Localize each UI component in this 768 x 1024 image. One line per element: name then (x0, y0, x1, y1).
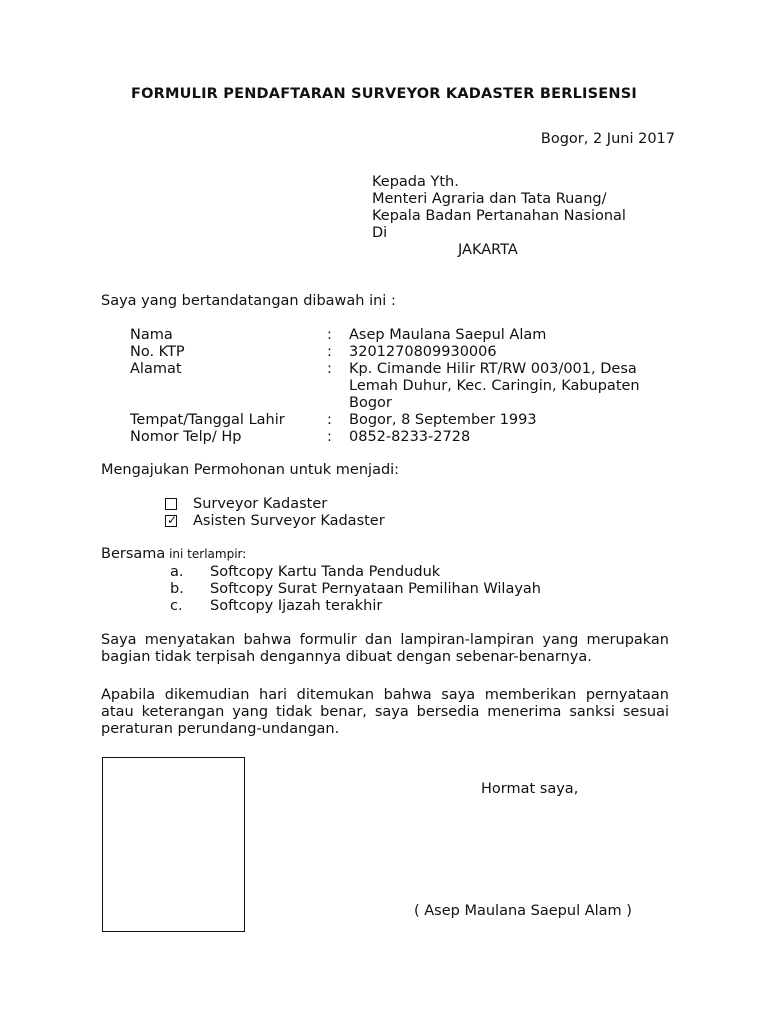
field-label: Tempat/Tanggal Lahir (130, 412, 285, 428)
attachment-text: Softcopy Kartu Tanda Penduduk (210, 564, 441, 580)
attachment-text: Softcopy Ijazah terakhir (210, 598, 383, 614)
field-colon: : (327, 361, 332, 377)
field-label: Nomor Telp/ Hp (130, 429, 242, 445)
option-label: Surveyor Kadaster (193, 496, 328, 512)
field-label: No. KTP (130, 344, 185, 360)
attachments-intro-small: ini terlampir: (165, 547, 247, 561)
statement-paragraph-2: Apabila dikemudian hari ditemukan bahwa saya memberikan pernyataan atau keterangan yang tidak benar, saya bersedia menerima sanksi sesuai peraturan perundang-undangan. (101, 687, 669, 737)
request-intro: Mengajukan Permohonan untuk menjadi: (101, 462, 400, 478)
recipient-line-3: Kepala Badan Pertanahan Nasional (372, 208, 626, 224)
check-icon: ✓ (167, 513, 178, 527)
attachments-intro (101, 546, 246, 563)
closing-text: Hormat saya, (481, 781, 579, 797)
field-colon: : (327, 412, 332, 428)
checkbox-checked[interactable] (165, 515, 177, 527)
photo-placeholder-box (102, 757, 245, 932)
attachment-marker: b. (170, 581, 184, 597)
attachment-text: Softcopy Surat Pernyataan Pemilihan Wilayah (210, 581, 542, 597)
attachment-marker: c. (170, 598, 183, 614)
recipient-city: JAKARTA (458, 242, 518, 258)
recipient-line-1: Kepada Yth. (372, 174, 459, 190)
recipient-line-2: Menteri Agraria dan Tata Ruang/ (372, 191, 607, 207)
checkbox-unchecked[interactable] (165, 498, 177, 510)
field-colon: : (327, 429, 332, 445)
attachment-marker: a. (170, 564, 184, 580)
field-value: Bogor, 8 September 1993 (349, 412, 537, 428)
attachments-intro-main: Bersama (101, 546, 166, 562)
recipient-block (372, 174, 626, 259)
field-value: 3201270809930006 (349, 344, 497, 360)
option-label: Asisten Surveyor Kadaster (193, 513, 385, 529)
field-value: Asep Maulana Saepul Alam (349, 327, 547, 343)
intro-text: Saya yang bertandatangan dibawah ini : (101, 293, 396, 309)
signature-name: ( Asep Maulana Saepul Alam ) (414, 903, 632, 919)
field-value: 0852-8233-2728 (349, 429, 471, 445)
place-date: Bogor, 2 Juni 2017 (540, 131, 675, 147)
recipient-line-4: Di (372, 225, 388, 241)
field-colon: : (327, 327, 332, 343)
form-title: FORMULIR PENDAFTARAN SURVEYOR KADASTER BERLISENSI (131, 86, 637, 102)
field-value: Kp. Cimande Hilir RT/RW 003/001, Desa Lemah Duhur, Kec. Caringin, Kabupaten Bogor (349, 361, 640, 411)
field-label: Alamat (130, 361, 182, 377)
field-colon: : (327, 344, 332, 360)
statement-paragraph-1: Saya menyatakan bahwa formulir dan lampiran-lampiran yang merupakan bagian tidak terpisah dengannya dibuat dengan sebenar-benarnya. (101, 632, 669, 665)
field-label: Nama (130, 327, 173, 343)
